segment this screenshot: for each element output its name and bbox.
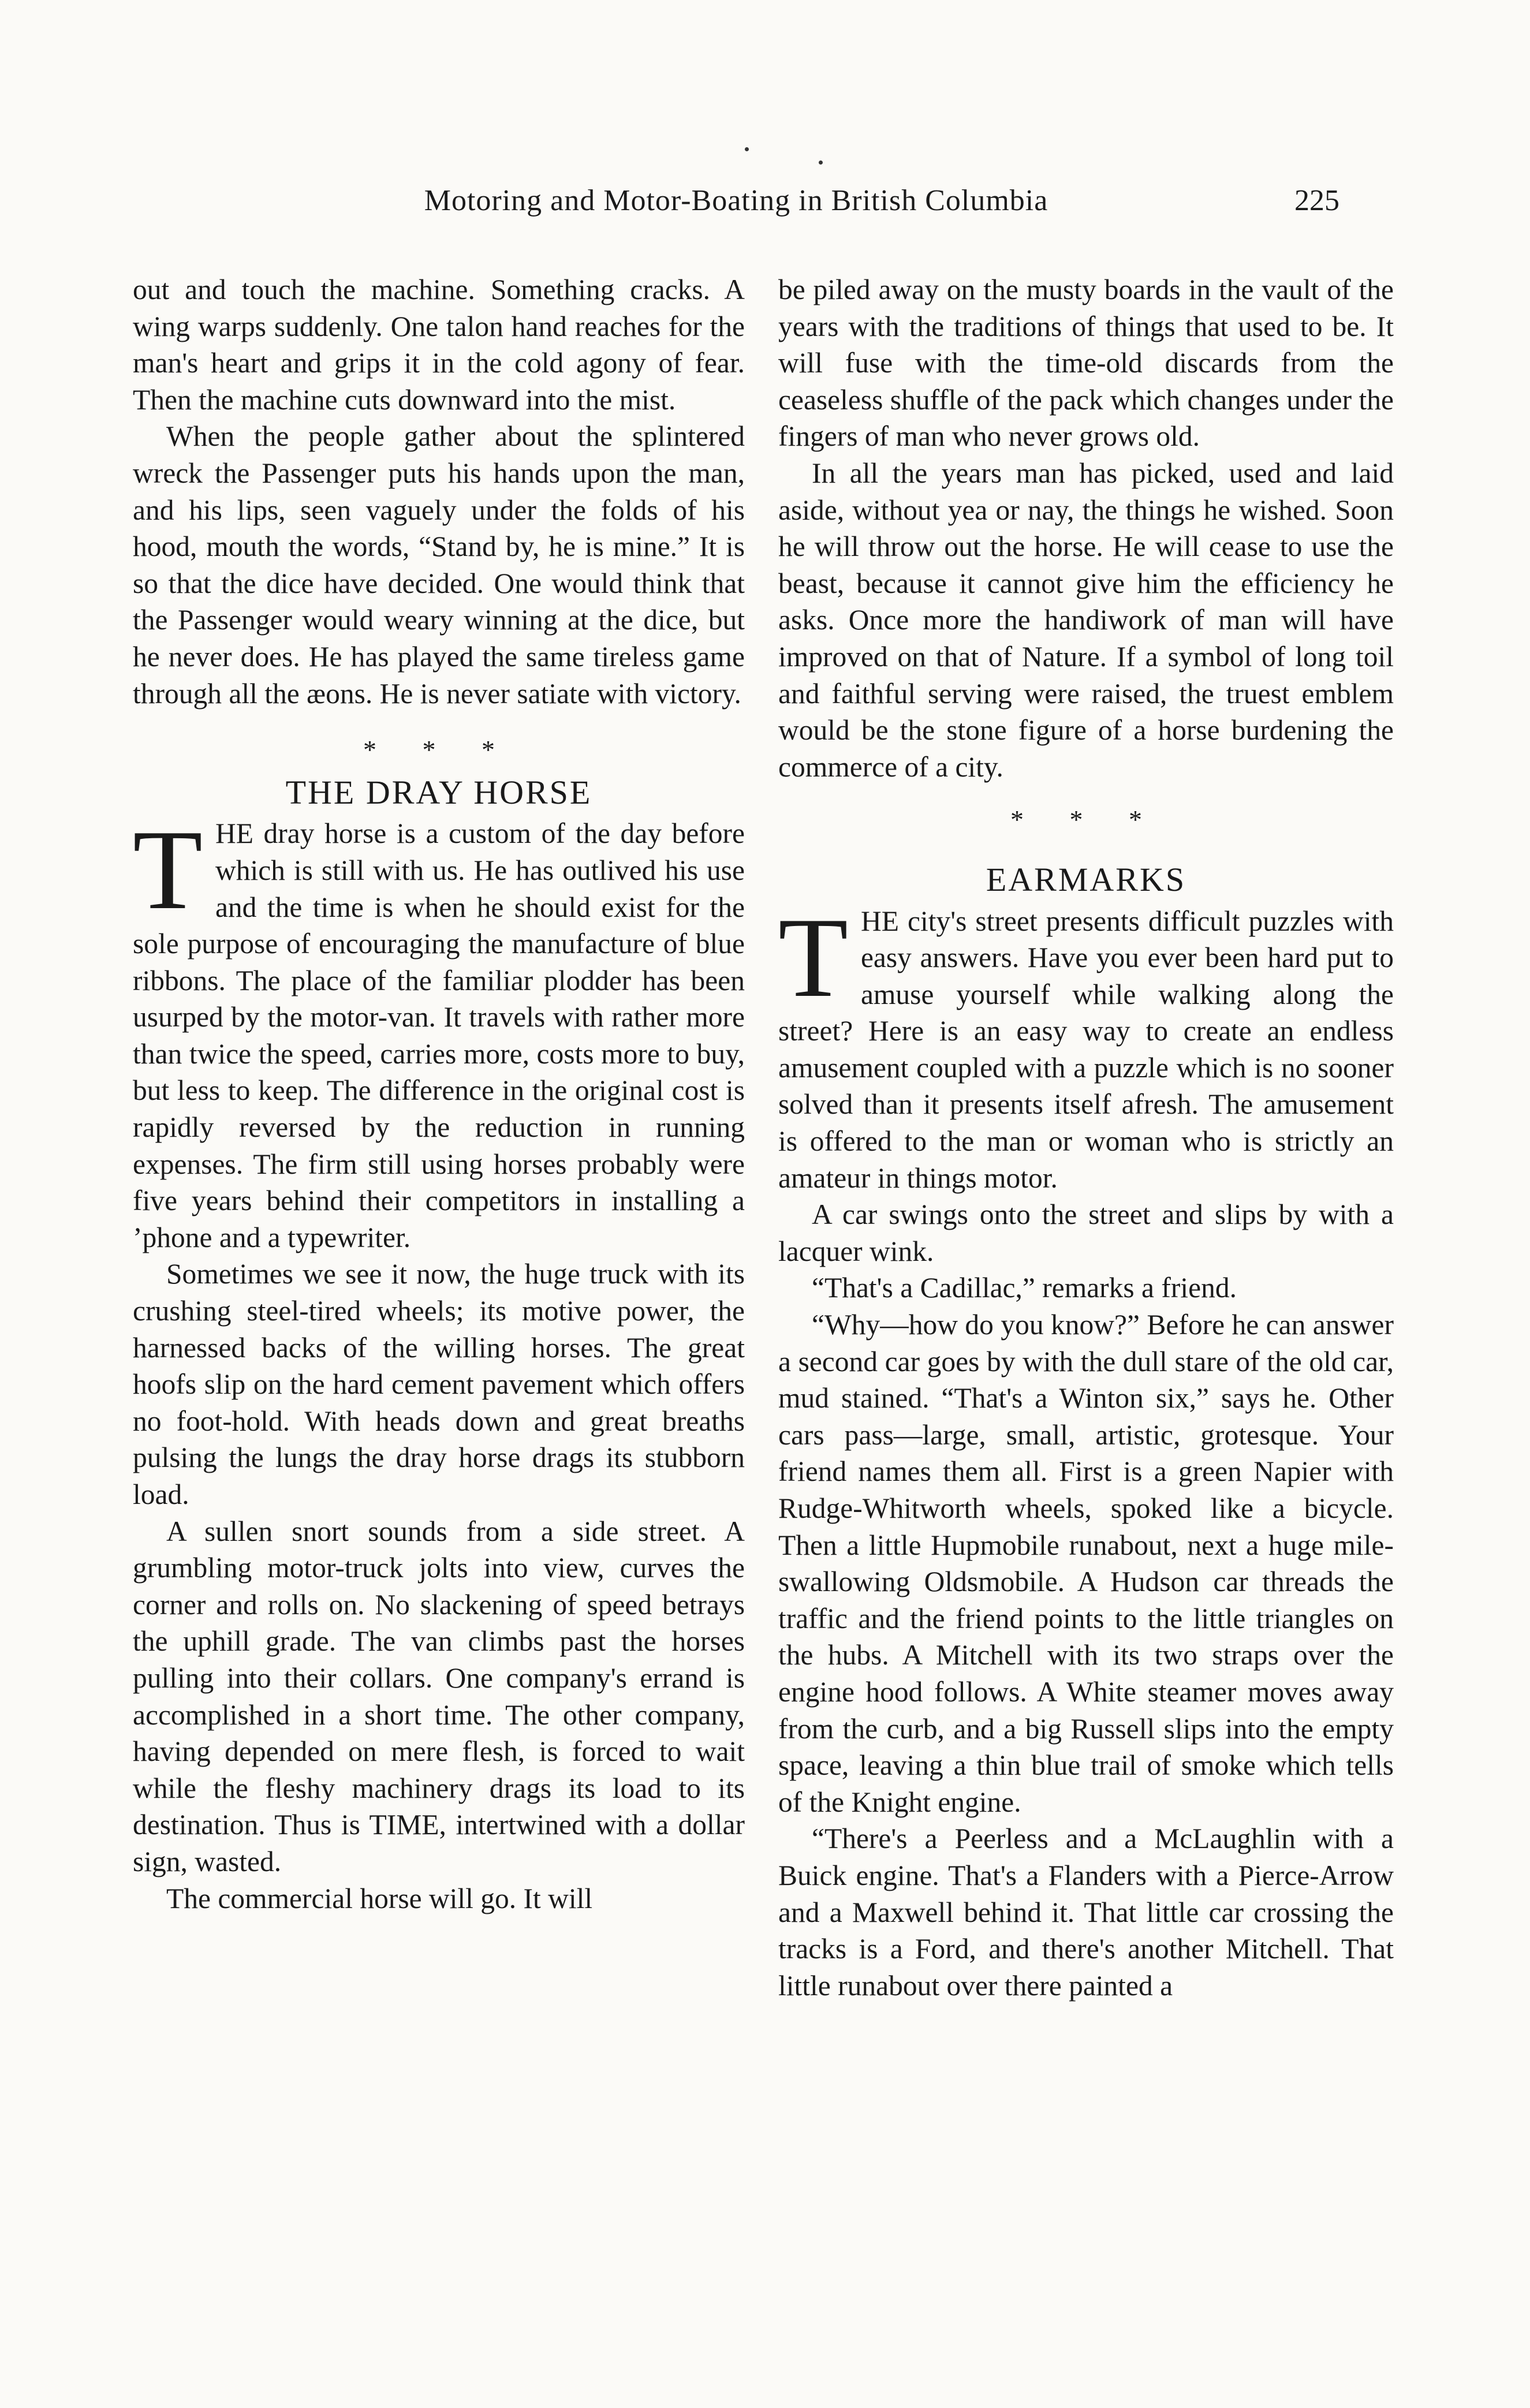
lead-text: HE dray horse is a custom of the day before which is still with us. He has outlived his use and the time is when he should exist for the sole purpose of encouraging the manufacture of blue ribbons. The place of the familiar plodder has been usurped by the motor-van. It travels with rather more than twice the speed, carries more, costs more to buy, but less to keep. The difference in the original cost is rapidly reversed by the reduction in running expenses. The firm still using horses probably were five years behind their competitors in installing a ’phone and a typewriter. — [133, 817, 745, 1253]
paragraph: A car swings onto the street and slips by with a lacquer wink. — [778, 1199, 1394, 1267]
print-speck — [819, 160, 823, 165]
paragraph: be piled away on the musty boards in the vault of the years with the traditions of things that used to be. It will fuse with the time-old discards from the ceaseless shuffle of the pack which changes under the fingers of man who never grows old. — [778, 274, 1394, 453]
section-separator: * * * — [1010, 805, 1162, 835]
section-heading-earmarks: EARMARKS — [986, 860, 1186, 898]
running-header — [133, 184, 1339, 230]
paragraph: “There's a Peerless and a McLaughlin with a Buick engine. That's a Flanders with a Pierce-Arrow and a Maxwell behind it. That little car crossing the tracks is a Ford, and there's another Mitchell. That little runabout over there painted a — [778, 1823, 1394, 2002]
running-title: Motoring and Motor-Boating in British Columbia — [424, 184, 1048, 217]
paragraph: “That's a Cadillac,” remarks a friend. — [812, 1272, 1237, 1304]
drop-cap: T — [133, 807, 203, 934]
drop-cap: T — [778, 894, 848, 1021]
paragraph: In all the years man has picked, used and laid aside, without yea or nay, the things he wished. Soon he will throw out the horse. He will cease to use the beast, because it cannot give him the efficiency he asks. Once more the handiwork of man will have improved on that of Nature. If a symbol of long toil and faithful serving were raised, the truest emblem would be the stone figure of a horse burdening the commerce of a city. — [778, 457, 1394, 783]
section-heading-dray-horse: THE DRAY HORSE — [285, 773, 592, 811]
lead-text: HE city's street presents difficult puzzles with easy answers. Have you ever been hard put to amuse yourself while walking along the street? Here is an easy way to create an endless amusement coupled with a puzzle which is no sooner solved than it presents itself afresh. The amusement is offered to the man or woman who is strictly an amateur in things motor. — [778, 905, 1394, 1194]
paragraph: The commercial horse will go. It will — [166, 1882, 593, 1914]
paragraph: Sometimes we see it now, the huge truck with its crushing steel-tired wheels; its motive power, the harnessed backs of the willing horses. The great hoofs slip on the hard cement pavement which offers no foot-hold. With heads down and great breaths pulsing the lungs the dray horse drags its stubborn load. — [133, 1258, 745, 1510]
paragraph: “Why—how do you know?” Before he can answer a second car goes by with the dull stare of the old car, mud stained. “That's a Winton six,” says he. Other cars pass—large, small, artistic, grotesque. Your friend names them all. First is a green Napier with Rudge-Whitworth wheels, spoked like a bicycle. Then a little Hupmobile runabout, next a huge mile-swallowing Oldsmobile. A Hudson car threads the traffic and the friend points to the little triangles on the hubs. A Mitchell with its two straps over the engine hood follows. A White steamer moves away from the curb, and a big Russell slips into the empty space, leaving a thin blue trail of smoke which tells of the Knight engine. — [778, 1309, 1394, 1818]
left-column — [133, 271, 745, 1917]
section-lead-paragraph — [133, 807, 745, 1256]
paragraph: out and touch the machine. Something cracks. A wing warps suddenly. One talon hand reaches for the man's heart and grips it in the cold agony of fear. Then the machine cuts downward into the mist. — [133, 274, 745, 416]
section-separator: * * * — [363, 735, 514, 765]
paragraph: When the people gather about the splintered wreck the Passenger puts his hands upon the man, and his lips, seen vaguely under the folds of his hood, mouth the words, “Stand by, he is mine.” It is so that the dice have decided. One would think that the Passenger would weary winning at the dice, but he never does. He has played the same tireless game through all the æons. He is never satiate with victory. — [133, 420, 745, 710]
page-number: 225 — [1294, 184, 1339, 217]
right-column — [778, 271, 1394, 2004]
print-speck — [745, 147, 749, 151]
section-lead-paragraph — [778, 894, 1394, 1197]
paragraph: A sullen snort sounds from a side street. A grumbling motor-truck jolts into view, curves the corner and rolls on. No slackening of speed betrays the uphill grade. The van climbs past the horses pulling into their collars. One company's errand is accomplished in a short time. The other company, having depended on mere flesh, is forced to wait while the fleshy machinery drags its load to its destination. Thus is TIME, intertwined with a dollar sign, wasted. — [133, 1515, 745, 1877]
